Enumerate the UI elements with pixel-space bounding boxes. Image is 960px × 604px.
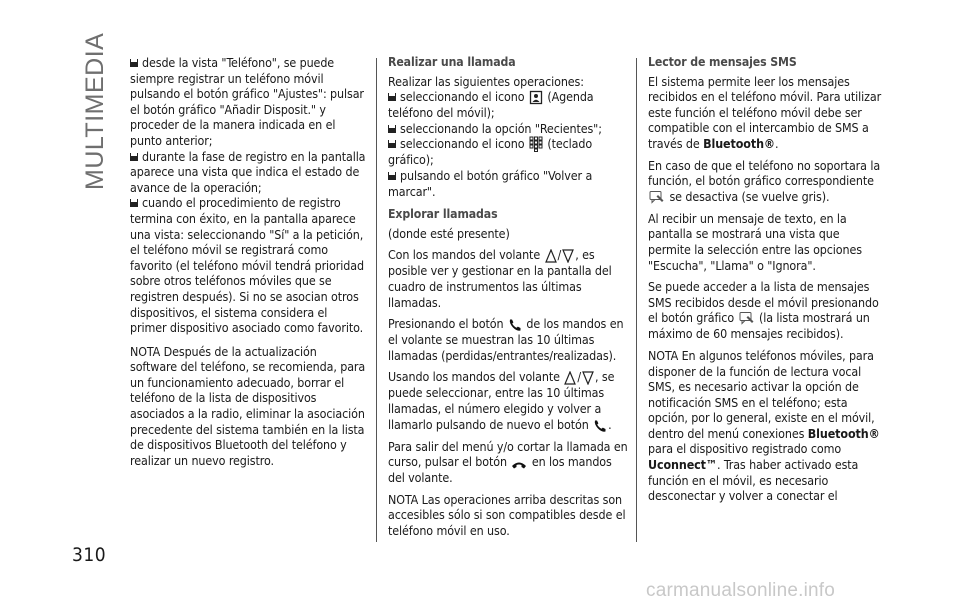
column-1 [130,55,366,474]
paragraph: Con los mandos del volante / , es posible ver y gestionar en la pantalla del cuadro de instrumentos las últimas llamadas. [388,247,612,310]
paragraph: Para salir del menú y/o cortar la llamada en curso, pulsar el botón en los mandos del volante. [388,438,628,486]
bullet-icon [388,93,396,101]
section-heading-explore-calls: Explorar llamadas [388,207,498,222]
column-3 [648,55,884,510]
note-paragraph: NOTA Después de la actualización software del teléfono, se recomienda, para un funcionamiento adecuado, borrar el teléfono de la lista de dispositivos asociados a la radio, eliminar la asociación precedente del sistema también en la lista de dispositivos Bluetooth del teléfono y realizar un nuevo registro. [130,343,366,468]
bullet-item: seleccionando el icono (Agenda teléfono del móvil); [388,89,594,121]
paragraph: (donde esté presente) [388,225,510,241]
bullet-icon [130,59,138,67]
phone-call-icon [593,419,607,433]
bullet-icon [388,140,396,148]
phone-call-icon [508,318,522,332]
side-title-text: MULTIMEDIA [81,32,109,190]
arrow-down-triangle-icon [562,249,574,263]
paragraph: Al recibir un mensaje de texto, en la pantalla se mostrará una vista que permite la selección entre las opciones "Escucha", "Llama" o "Ignora". [648,210,862,273]
paragraph: Realizar las siguientes operaciones: [388,73,584,89]
paragraph: El sistema permite leer los mensajes recibidos en el teléfono móvil. Para utilizar este función el teléfono móvil debe ser compatible con el intercambio de SMS a través de Bluetooth®. [648,73,882,151]
hang-up-icon [511,460,527,470]
page-number: 310 [72,544,107,566]
arrow-down-triangle-icon [582,371,594,385]
note-paragraph: NOTA En algunos teléfonos móviles, para disponer de la función de lectura vocal SMS, es necesario activar la opción de notificación SMS en el teléfono; esta opción, por lo general, existe en el móvil, dentro del menú conexiones Bluetooth® para el dispositivo registrado como Uconnect™. Tras haber activado esta función en el móvil, es necesario desconectar y volver a conectar el [648,347,880,504]
bullet-icon [130,199,138,207]
section-side-title [78,32,112,190]
note-paragraph: NOTA Las operaciones arriba descritas son accesibles sólo si son compatibles desde el teléfono móvil en uso. [388,491,626,538]
bullet-item: pulsando el botón gráfico "Volver a marcar". [388,167,593,199]
sms-message-icon [649,190,665,205]
bullet-item: seleccionando el icono (teclado gráfico); [388,136,593,168]
paragraph: Usando los mandos del volante / , se puede seleccionar, entre las 10 últimas llamadas, el número elegido y volver a llamarlo pulsando de nuevo el botón . [388,369,615,432]
arrow-up-triangle-icon [545,249,557,263]
keypad-icon [529,136,543,152]
column-2 [388,55,628,544]
column-divider [376,58,377,542]
bullet-item: cuando el procedimiento de registro termina con éxito, en la pantalla aparece una vista: seleccionando "Sí" a la petición, el teléfono móvil se registrará como favorito (el teléfono móvil tendrá prioridad sobre otros teléfonos móviles que se registren después). Si no se asocian otros dispositivos, el sistema considera el primer dispositivo asociado como favorito. [130,195,364,336]
bullet-item: seleccionando la opción "Recientes"; [388,121,628,137]
sms-message-icon [739,311,755,326]
paragraph: Se puede acceder a la lista de mensajes SMS recibidos desde el móvil presionando el botón gráfico (la lista mostrará un máximo de 60 mensajes recibidos). [648,279,879,342]
bullet-item: durante la fase de registro en la pantalla aparece una vista que indica el estado de avance de la operación; [130,148,366,195]
bullet-icon [130,153,138,161]
section-heading-make-call: Realizar una llamada [388,55,516,69]
paragraph: Presionando el botón de los mandos en el volante se muestran las 10 últimas llamadas (perdidas/entrantes/realizadas). [388,316,624,363]
section-heading-sms-reader: Lector de mensajes SMS [648,55,797,69]
arrow-up-triangle-icon [564,371,576,385]
bullet-icon [388,172,396,180]
bullet-icon [388,125,396,133]
column-divider [636,58,637,542]
paragraph: En caso de que el teléfono no soportara la función, el botón gráfico correspondiente se desactiva (se vuelve gris). [648,157,881,204]
watermark: carmanualsonline.info [646,580,836,601]
phonebook-icon [529,90,543,105]
bullet-item: desde la vista "Teléfono", se puede siempre registrar un teléfono móvil pulsando el botón gráfico "Ajustes": pulsar el botón gráfico "Añadir Disposit." y proceder de la manera indicada en el punto anterior; [130,55,364,148]
